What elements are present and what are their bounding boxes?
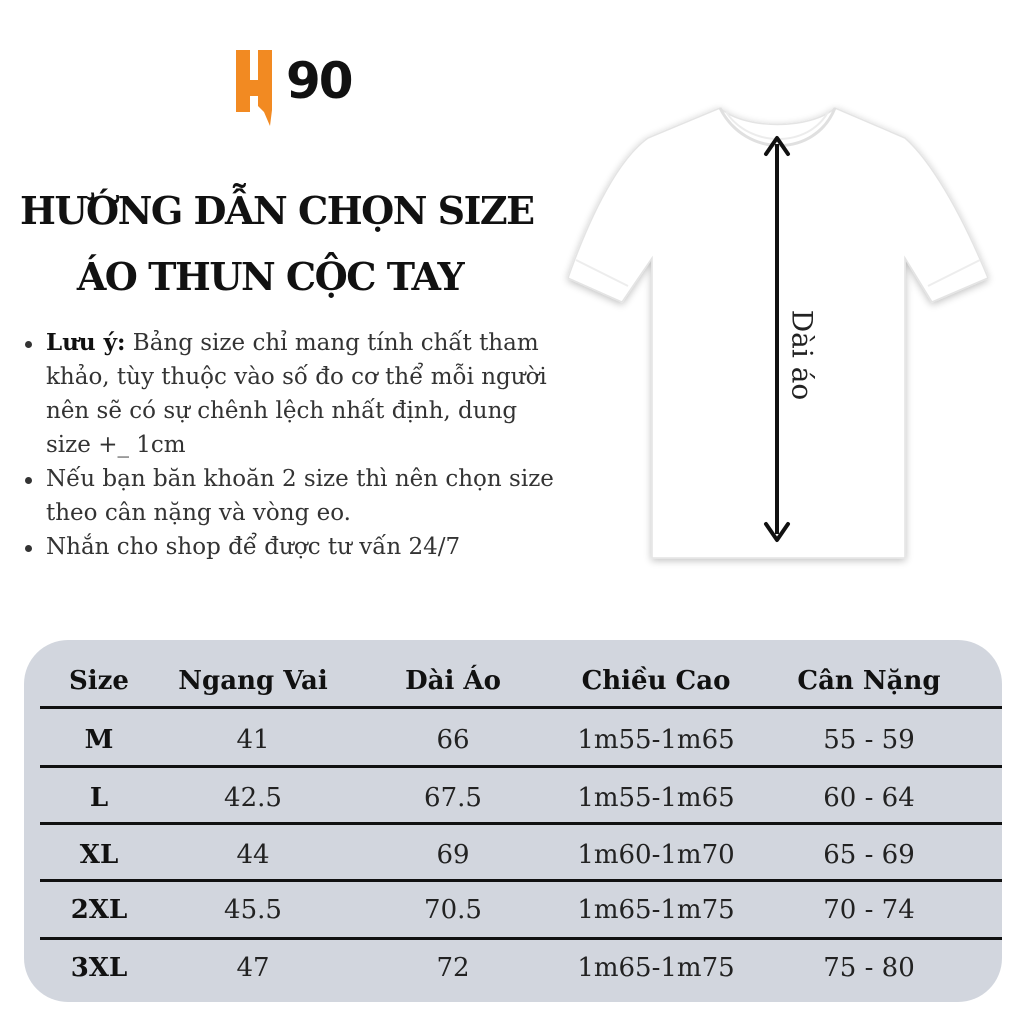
table-row xyxy=(40,712,984,768)
cell-size: M xyxy=(84,725,114,755)
note-text: Nếu bạn băn khoăn 2 size thì nên chọn size theo cân nặng và vòng eo. xyxy=(46,466,554,526)
cell-shoulder: 45.5 xyxy=(224,895,282,925)
cell-height: 1m65-1m75 xyxy=(577,953,735,983)
cell-weight: 55 - 59 xyxy=(823,725,915,755)
title-line-2: ÁO THUN CỘC TAY xyxy=(76,254,464,299)
table-header xyxy=(40,652,984,710)
cell-size: 3XL xyxy=(70,953,128,983)
note-text: Bảng size chỉ mang tính chất tham khảo, tùy thuộc vào số đo cơ thể mỗi người nên sẽ có sự chênh lệch nhất định, dung size +_ 1cm xyxy=(46,330,547,458)
cell-size: XL xyxy=(79,840,119,870)
cell-length: 67.5 xyxy=(424,783,482,813)
table-divider xyxy=(40,706,1002,709)
cell-shoulder: 42.5 xyxy=(224,783,282,813)
cell-height: 1m55-1m65 xyxy=(577,783,735,813)
table-row xyxy=(40,882,984,938)
tshirt-icon xyxy=(560,100,1000,570)
brand-logo xyxy=(236,50,366,126)
table-row xyxy=(40,770,984,826)
table-divider xyxy=(40,765,1002,768)
cell-length: 70.5 xyxy=(424,895,482,925)
cell-shoulder: 41 xyxy=(236,725,270,755)
note-item xyxy=(22,462,562,530)
note-strong: Lưu ý: xyxy=(46,329,126,356)
cell-shoulder: 44 xyxy=(236,840,270,870)
header-shoulder: Ngang Vai xyxy=(178,666,328,696)
header-weight: Cân Nặng xyxy=(797,666,941,696)
header-height: Chiều Cao xyxy=(581,666,731,696)
cell-size: L xyxy=(89,783,109,813)
cell-weight: 60 - 64 xyxy=(823,783,915,813)
page-title xyxy=(20,178,534,310)
title-line-1: HƯỚNG DẪN CHỌN SIZE xyxy=(20,188,534,233)
note-item xyxy=(22,530,562,564)
logo-h-mark xyxy=(236,50,288,126)
cell-length: 72 xyxy=(436,953,470,983)
cell-weight: 75 - 80 xyxy=(823,953,915,983)
cell-length: 66 xyxy=(436,725,470,755)
cell-shoulder: 47 xyxy=(236,953,270,983)
note-item xyxy=(22,326,562,462)
header-length: Dài Áo xyxy=(405,666,501,696)
cell-length: 69 xyxy=(436,840,470,870)
size-table xyxy=(24,640,1002,1002)
length-label: Dài áo xyxy=(785,309,819,401)
cell-weight: 70 - 74 xyxy=(823,895,915,925)
cell-height: 1m55-1m65 xyxy=(577,725,735,755)
cell-height: 1m65-1m75 xyxy=(577,895,735,925)
notes-list xyxy=(22,326,562,564)
table-row xyxy=(40,940,984,996)
table-row xyxy=(40,827,984,883)
header-size: Size xyxy=(69,666,129,696)
table-divider xyxy=(40,822,1002,825)
cell-weight: 65 - 69 xyxy=(823,840,915,870)
logo-text: 90 xyxy=(286,52,352,110)
note-text: Nhắn cho shop để được tư vấn 24/7 xyxy=(46,534,461,560)
cell-size: 2XL xyxy=(70,895,128,925)
cell-height: 1m60-1m70 xyxy=(577,840,735,870)
